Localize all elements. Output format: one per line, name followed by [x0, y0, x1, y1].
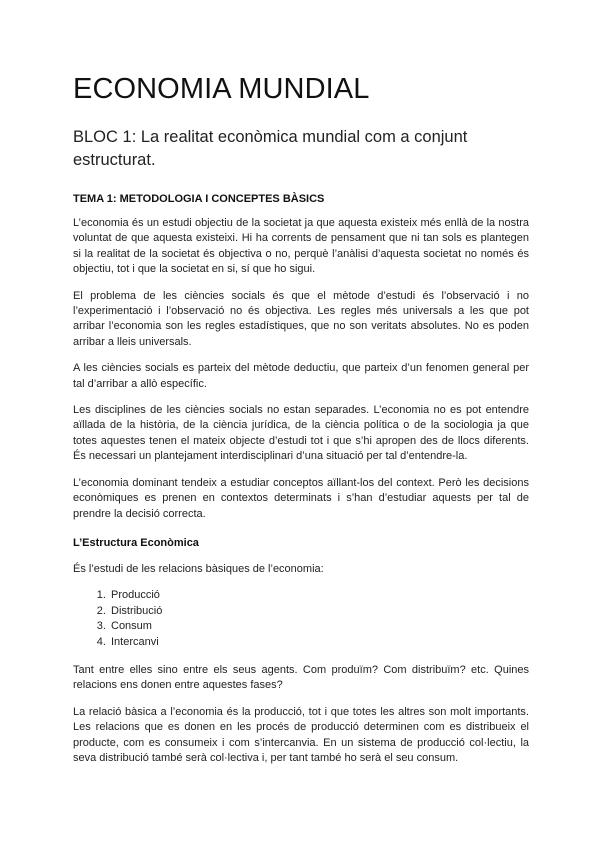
document-title: ECONOMIA MUNDIAL [73, 73, 370, 105]
document-content [73, 72, 529, 766]
bloc-heading: BLOC 1: La realitat econòmica mundial com a conjunt estructurat. [73, 128, 468, 169]
relations-list [73, 588, 529, 650]
list-item: 3. Consum [109, 619, 529, 634]
paragraph-3: A les ciències socials es parteix del mètode deductiu, que parteix d’un fenomen general per tal d’arribar a allò específic. [73, 362, 529, 390]
list-item: 4. Intercanvi [109, 635, 529, 650]
paragraph-2: El problema de les ciències socials és que el mètode d’estudi és l’observació i no l’experimentació i l’observació no és objectiva. Les regles més universals a les que pot arribar l’economia son les regles estadístiques, que no son veritats absolutes. No es poden arribar a lleis universals. [73, 289, 529, 348]
list-item: 1. Producció [109, 588, 529, 603]
section-intro: És l’estudi de les relacions bàsiques de l’economia: [73, 562, 324, 575]
tema-heading: TEMA 1: METODOLOGIA I CONCEPTES BÀSICS [73, 193, 325, 205]
list-item: 2. Distribució [109, 604, 529, 619]
section-heading: L’Estructura Econòmica [73, 536, 199, 549]
paragraph-4: Les disciplines de les ciències socials no estan separades. L’economia no es pot entendre aïllada de la història, de la ciència jurídica, de la ciència política o de la sociologia ja que totes aquestes tenen el mateix objecte d’estudi tot i que s’hi apropen des de llocs diferents. És necessari un plantejament interdisciplinari d’una situació per tal d’entendre-la. [73, 404, 529, 463]
paragraph-1: L’economia és un estudi objectiu de la societat ja que aquesta existeix més enllà de la nostra voluntat de que aquesta existeixi. Hi ha corrents de pensament que ni tan sols es plantegen si la realitat de la societat és objectiva o no, perquè l’anàlisi d’aquesta societat no només és objectiu, tot i que la societat en si, sí que ho sigui. [73, 217, 529, 276]
paragraph-7: La relació bàsica a l’economia és la producció, tot i que totes les altres son molt importants. Les relacions que es donen en les procés de producció determinen com es distribueix el producte, com es consumeix i com s’intercanvia. En un sistema de producció col·lectiu, la seva distribució també serà col·lectiva i, per tant també ho serà el seu consum. [73, 705, 529, 764]
paragraph-6: Tant entre elles sino entre els seus agents. Com produïm? Com distribuïm? etc. Quines relacions ens donen entre aquestes fases? [73, 663, 529, 692]
paragraph-5: L’economia dominant tendeix a estudiar conceptos aïllant-los del context. Però les decisions econòmiques es prenen en contextos determinats i s’han d’estudiar aquests per tal de prendre la decisió correcta. [73, 476, 529, 520]
